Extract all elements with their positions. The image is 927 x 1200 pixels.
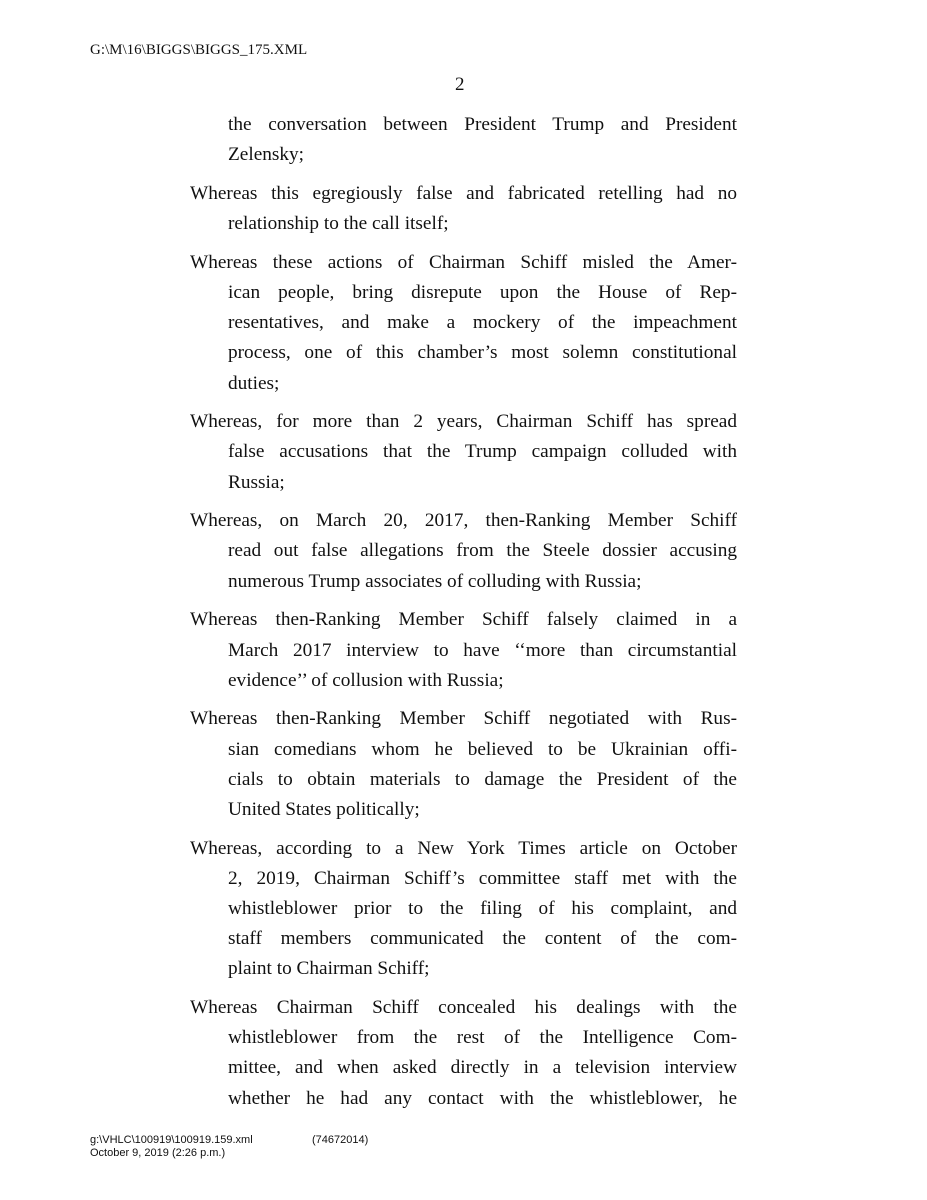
- text-line: Whereas, for more than 2 years, Chairman Schiff has spread: [190, 411, 737, 433]
- text-line: whistleblower from the rest of the Intelligence Com-: [228, 1027, 737, 1049]
- footer-xml-path: g:\VHLC\100919\100919.159.xml: [90, 1134, 253, 1146]
- whereas-clause: [190, 834, 737, 985]
- text-line: evidence’’ of collusion with Russia;: [228, 669, 504, 691]
- text-line: staff members communicated the content of the com-: [228, 928, 737, 950]
- text-line: false accusations that the Trump campaign colluded with: [228, 441, 737, 463]
- text-line: mittee, and when asked directly in a television interview: [228, 1057, 737, 1079]
- text-line: United States politically;: [228, 798, 420, 820]
- whereas-clause: [190, 704, 737, 825]
- text-line: the conversation between President Trump and President: [228, 114, 737, 135]
- footer-date: October 9, 2019 (2:26 p.m.): [90, 1147, 226, 1159]
- page-number: 2: [455, 74, 465, 95]
- text-line: plaint to Chairman Schiff;: [228, 958, 430, 980]
- text-line: read out false allegations from the Steele dossier accusing: [228, 540, 737, 562]
- text-line: Zelensky;: [228, 144, 305, 166]
- whereas-clause: [190, 605, 737, 696]
- text-line: Whereas Chairman Schiff concealed his dealings with the: [190, 997, 737, 1019]
- text-line: whether he had any contact with the whistleblower, he: [228, 1087, 737, 1109]
- file-path-header: G:\M\16\BIGGS\BIGGS_175.XML: [90, 42, 308, 58]
- text-line: process, one of this chamber’s most solemn constitutional: [228, 342, 737, 364]
- text-line: whistleblower prior to the filing of his complaint, and: [228, 898, 737, 919]
- whereas-clause: [190, 993, 737, 1114]
- text-line: ican people, bring disrepute upon the House of Rep-: [228, 281, 737, 303]
- footer: [90, 1134, 369, 1160]
- text-line: relationship to the call itself;: [228, 213, 449, 235]
- text-line: Whereas this egregiously false and fabricated retelling had no: [190, 182, 737, 204]
- whereas-clause: [190, 179, 737, 239]
- text-line: numerous Trump associates of colluding with Russia;: [228, 570, 642, 592]
- footer-job-code: (74672014): [312, 1134, 369, 1146]
- whereas-clause: [190, 506, 737, 597]
- text-line: cials to obtain materials to damage the President of the: [228, 768, 737, 790]
- text-line: resentatives, and make a mockery of the impeachment: [228, 312, 737, 334]
- whereas-clause: [190, 110, 737, 170]
- text-line: Whereas these actions of Chairman Schiff misled the Amer-: [190, 251, 737, 273]
- text-line: Whereas then-Ranking Member Schiff negotiated with Rus-: [190, 708, 737, 730]
- text-line: duties;: [228, 372, 280, 394]
- text-line: Whereas then-Ranking Member Schiff falsely claimed in a: [190, 609, 737, 631]
- document-body: [190, 110, 737, 1122]
- text-line: March 2017 interview to have ‘‘more than circumstantial: [228, 639, 737, 661]
- text-line: Russia;: [228, 471, 285, 493]
- whereas-clause: [190, 248, 737, 399]
- text-line: Whereas, on March 20, 2017, then-Ranking Member Schiff: [190, 510, 737, 532]
- text-line: 2, 2019, Chairman Schiff’s committee staff met with the: [228, 867, 737, 889]
- text-line: sian comedians whom he believed to be Ukrainian offi-: [228, 738, 737, 760]
- text-line: Whereas, according to a New York Times article on October: [190, 837, 737, 859]
- whereas-clause: [190, 407, 737, 498]
